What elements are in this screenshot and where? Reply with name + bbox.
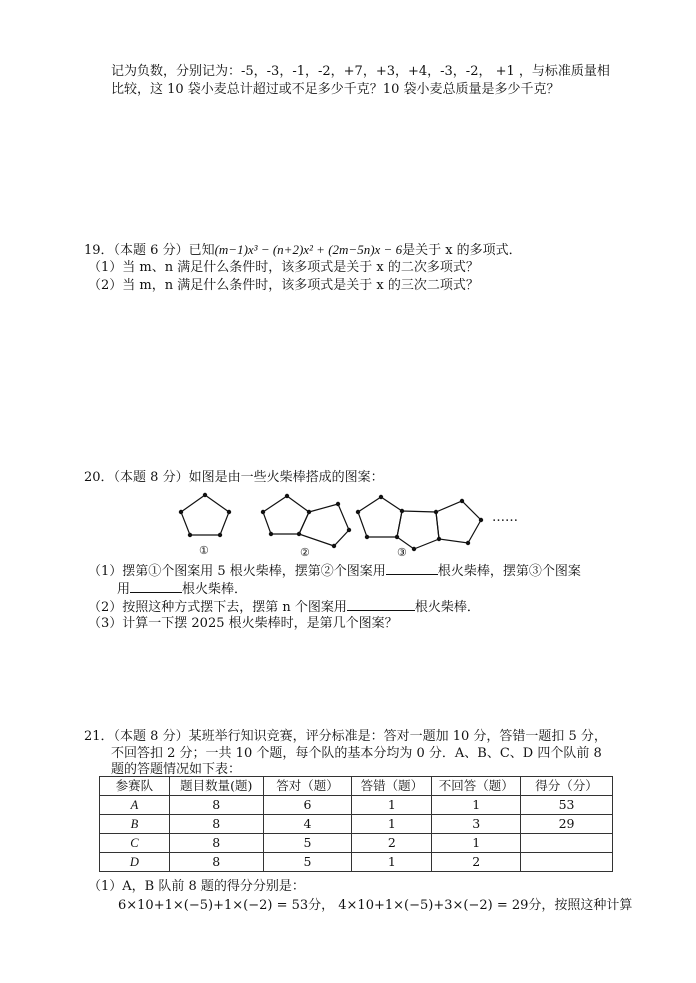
table-cell: 2	[352, 834, 432, 853]
pentagon-figure-3c	[436, 501, 481, 543]
figure-label-2: ②	[300, 546, 310, 559]
figure-label-1: ①	[199, 544, 209, 557]
q20-part1-cont	[117, 580, 247, 598]
q20-part2	[88, 598, 480, 616]
table-cell: 5	[263, 834, 352, 853]
table-row	[100, 815, 613, 834]
q20-part1-b: 根火柴棒，摆第③个图案	[437, 564, 581, 579]
table-cell: 1	[352, 815, 432, 834]
answer-blank-n[interactable]	[347, 598, 415, 611]
table-row	[100, 853, 613, 872]
table-cell: 8	[169, 853, 263, 872]
table-cell: 1	[432, 796, 521, 815]
table-cell: 6	[263, 796, 352, 815]
q21-line3: 题的答题情况如下表：	[111, 762, 242, 777]
q19-formula: (m−1)x³ − (n+2)x² + (2m−5n)x − 6	[214, 242, 403, 257]
q20-part1-a: （1）摆第①个图案用 5 根火柴棒，摆第②个图案用	[88, 564, 386, 579]
q21-calc: 6×10+1×(−5)+1×(−2) = 53分， 4×10+1×(−5)+3×(−2) = 29分，按照这种计算	[118, 898, 633, 913]
pentagon-figure-3a	[358, 497, 402, 537]
q19-part1: （1）当 m、n 满足什么条件时，该多项式是关于 x 的二次多项式？	[88, 260, 479, 275]
table-cell: 29	[521, 815, 613, 834]
q19-stem-suffix: 是关于 x 的多项式．	[402, 243, 522, 258]
table-cell[interactable]	[521, 834, 613, 853]
answer-blank-2[interactable]	[386, 562, 438, 575]
q21-part1: （1）A，B 队前 8 题的得分分别是：	[88, 879, 305, 894]
score-table	[99, 776, 613, 872]
table-cell: 4	[263, 815, 352, 834]
table-cell: 2	[432, 853, 521, 872]
table-cell: 8	[169, 796, 263, 815]
q20-part2-a: （2）按照这种方式摆下去，摆第 n 个图案用	[88, 600, 347, 615]
table-header: 题目数量(题)	[169, 777, 263, 796]
table-row	[100, 834, 613, 853]
pentagon-figure-3b	[397, 511, 439, 549]
q18-line2: 比较，这 10 袋小麦总计超过或不足多少千克？10 袋小麦总质量是多少千克？	[111, 82, 560, 97]
table-header-row	[100, 777, 613, 796]
answer-blank-3[interactable]	[130, 580, 182, 593]
table-header: 不回答（题）	[432, 777, 521, 796]
q21-line1: 21．（本题 8 分）某班举行知识竞赛，评分标准是：答对一题加 10 分，答错一题扣 5 分，	[84, 729, 607, 744]
figure-ellipsis: ……	[492, 510, 518, 525]
table-cell: 53	[521, 796, 613, 815]
pentagon-figure-2a	[263, 496, 309, 534]
table-cell: 1	[432, 834, 521, 853]
q20-part1-d: 根火柴棒．	[182, 582, 248, 597]
table-header: 参赛队	[100, 777, 170, 796]
table-cell: 5	[263, 853, 352, 872]
q19-part2: （2）当 m，n 满足什么条件时，该多项式是关于 x 的三次二项式？	[88, 278, 479, 293]
q18-line1: 记为负数，分别记为：-5，-3，-1，-2，+7，+3，+4，-3，-2， +1 ，与标准质量相	[111, 64, 610, 79]
q21-line2: 不回答扣 2 分；一共 10 个题，每个队的基本分均为 0 分．A、B、C、D 四个队前 8	[111, 746, 602, 761]
table-cell: 1	[352, 796, 432, 815]
table-header: 答对（题）	[263, 777, 352, 796]
pentagon-figure-1	[181, 495, 229, 535]
table-header: 答错（题）	[352, 777, 432, 796]
table-cell: C	[100, 834, 170, 853]
table-cell: B	[100, 815, 170, 834]
q19-stem	[84, 242, 522, 259]
q20-part1-c: 用	[117, 582, 131, 597]
q20-part2-b: 根火柴棒．	[414, 600, 480, 615]
q19-stem-prefix: 19．（本题 6 分）已知	[84, 243, 215, 258]
table-cell: 8	[169, 834, 263, 853]
q20-part3: （3）计算一下摆 2025 根火柴棒时，是第几个图案？	[88, 616, 398, 631]
table-header: 得分（分）	[521, 777, 613, 796]
pentagon-figure-2b	[299, 504, 349, 546]
table-row	[100, 796, 613, 815]
q20-part1	[88, 562, 581, 580]
table-cell: 8	[169, 815, 263, 834]
table-cell: 1	[352, 853, 432, 872]
q20-stem: 20．（本题 8 分）如图是由一些火柴棒搭成的图案：	[84, 470, 384, 485]
table-cell[interactable]	[521, 853, 613, 872]
table-cell: A	[100, 796, 170, 815]
table-cell: D	[100, 853, 170, 872]
figure-label-3: ③	[397, 546, 407, 559]
table-cell: 3	[432, 815, 521, 834]
